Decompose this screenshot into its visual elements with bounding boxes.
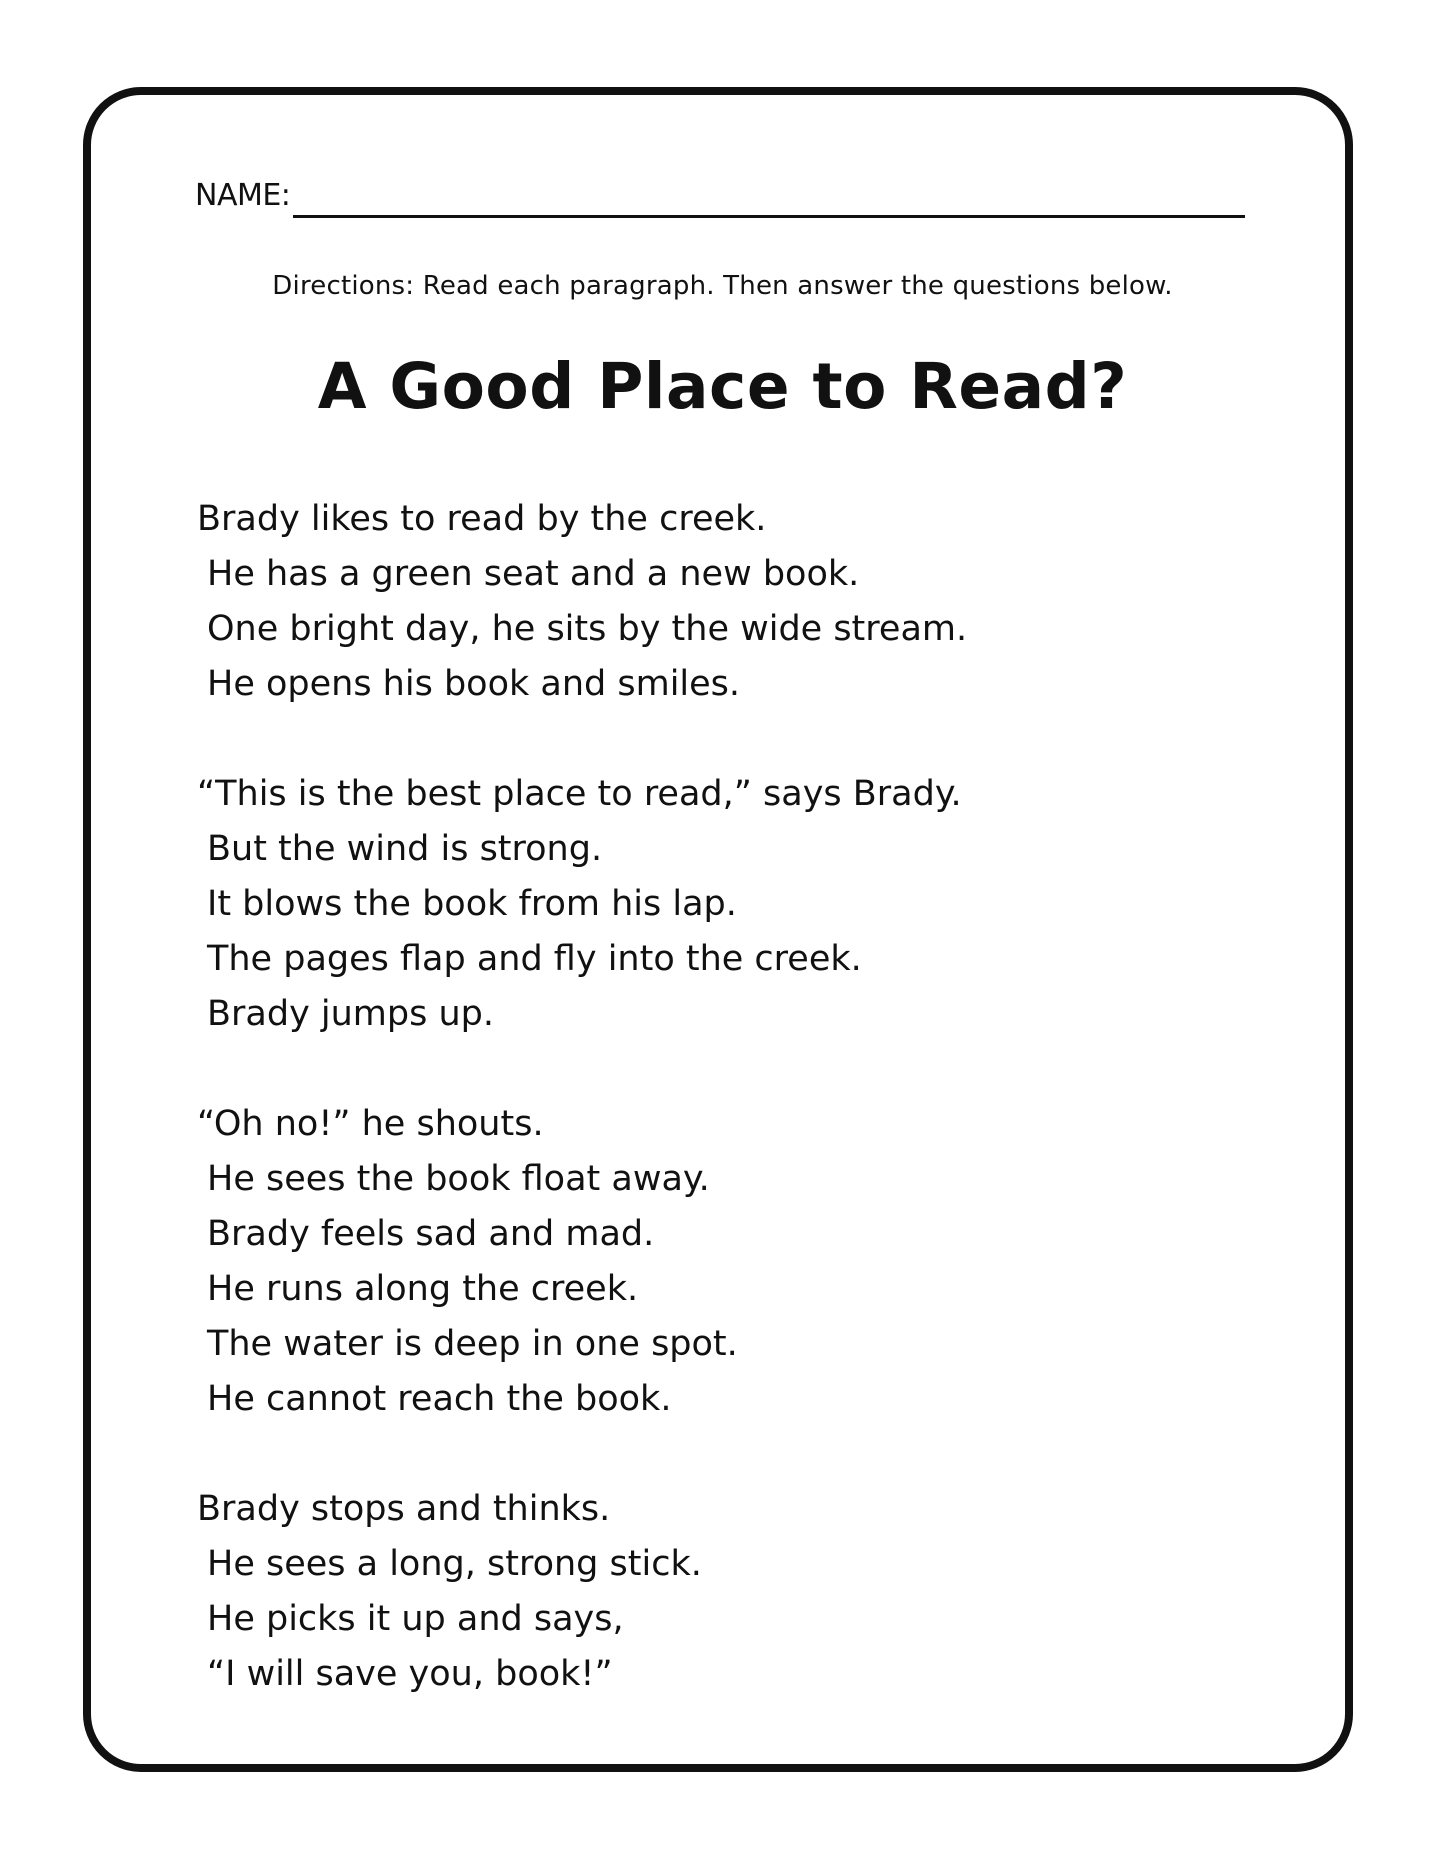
story-line: Brady jumps up. [207, 994, 495, 1034]
paragraph-3 [197, 1097, 1247, 1427]
story-line: But the wind is strong. [207, 829, 603, 869]
paragraph-4 [197, 1482, 1247, 1702]
story-line: “Oh no!” he shouts. [197, 1104, 544, 1144]
story-line: It blows the book from his lap. [207, 884, 737, 924]
directions-text: Directions: Read each paragraph. Then answer the questions below. [272, 271, 1173, 301]
story-line: One bright day, he sits by the wide stream. [207, 609, 968, 649]
story-line: “I will save you, book!” [207, 1654, 613, 1694]
story-line: Brady feels sad and mad. [207, 1214, 655, 1254]
name-row [195, 176, 1245, 226]
story-title: A Good Place to Read? [317, 350, 1128, 423]
story-line: Brady stops and thinks. [197, 1489, 611, 1529]
paragraph-2 [197, 767, 1247, 1042]
name-write-line[interactable] [293, 215, 1245, 218]
story-line: The water is deep in one spot. [207, 1324, 738, 1364]
story-line: He cannot reach the book. [207, 1379, 672, 1419]
story-line: He has a green seat and a new book. [207, 554, 860, 594]
story-line: He sees the book float away. [207, 1159, 710, 1199]
name-label: NAME: [195, 178, 291, 213]
story-line: He sees a long, strong stick. [207, 1544, 702, 1584]
story-body [197, 492, 1247, 1757]
story-line: “This is the best place to read,” says Brady. [197, 774, 962, 814]
story-line: Brady likes to read by the creek. [197, 499, 767, 539]
paragraph-1 [197, 492, 1247, 712]
story-line: He picks it up and says, [207, 1599, 624, 1639]
story-line: The pages flap and fly into the creek. [207, 939, 862, 979]
story-line: He opens his book and smiles. [207, 664, 741, 704]
story-line: He runs along the creek. [207, 1269, 639, 1309]
